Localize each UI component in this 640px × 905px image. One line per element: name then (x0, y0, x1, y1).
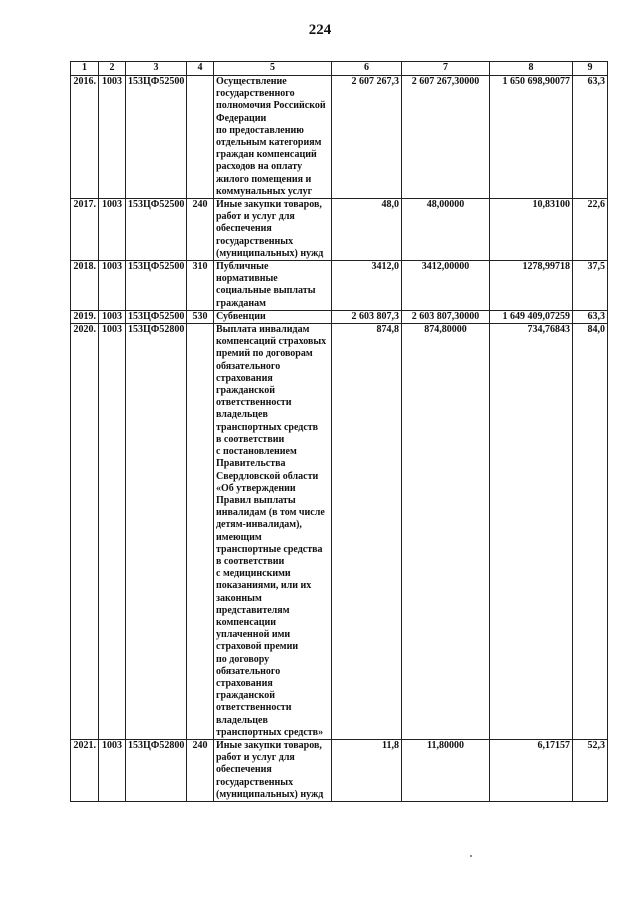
expense-type-cell (187, 76, 214, 199)
percent-cell: 22,6 (573, 199, 608, 261)
row-number-cell: 2018. (71, 261, 99, 311)
percent-cell: 37,5 (573, 261, 608, 311)
description-line: государственных (216, 776, 294, 788)
expense-type-cell: 530 (187, 310, 214, 323)
approved-amount-cell: 874,8 (332, 324, 402, 740)
row-number-cell: 2021. (71, 739, 99, 801)
approved-amount-cell: 2 603 807,3 (332, 310, 402, 323)
description-line: Субвенции (216, 310, 266, 322)
column-header: 7 (402, 62, 490, 76)
section-code-cell: 1003 (99, 76, 126, 199)
expense-type-cell: 310 (187, 261, 214, 311)
description-line: гражданской (216, 690, 276, 702)
description-line: Федерации (216, 112, 267, 124)
description-line: показаниями, или их (216, 580, 312, 592)
description-line: гражданам (216, 297, 266, 309)
description-line: обязательного (216, 665, 281, 677)
description-line: уплаченной ими (216, 629, 291, 641)
description-line: ответственности (216, 702, 292, 714)
section-code-cell: 1003 (99, 261, 126, 311)
target-article-cell: 153ЦФ52800 (126, 324, 187, 740)
description-line: отдельным категориям (216, 137, 322, 149)
expense-type-cell: 240 (187, 199, 214, 261)
expense-type-cell: 240 (187, 739, 214, 801)
description-line: социальные выплаты (216, 285, 316, 297)
executed-amount-cell: 1 650 698,90077 (490, 76, 573, 199)
executed-amount-cell: 10,83100 (490, 199, 573, 261)
percent-cell: 84,0 (573, 324, 608, 740)
plan-amount-cell: 48,00000 (402, 199, 490, 261)
column-header: 4 (187, 62, 214, 76)
column-header: 5 (214, 62, 332, 76)
description-line: детям-инвалидам), (216, 519, 302, 531)
description-line: Правительства (216, 458, 286, 470)
description-line: «Об утверждении (216, 482, 296, 494)
description-line: инвалидам (в том числе (216, 507, 325, 519)
description-line: обеспечения (216, 223, 272, 235)
description-line: государственных (216, 235, 294, 247)
description-line: по предоставлению (216, 124, 304, 136)
column-header: 1 (71, 62, 99, 76)
description-line: с постановлением (216, 446, 297, 458)
description-line: компенсаций страховых (216, 336, 327, 348)
table-row (71, 261, 608, 311)
column-header: 6 (332, 62, 402, 76)
plan-amount-cell: 11,80000 (402, 739, 490, 801)
percent-cell: 52,3 (573, 739, 608, 801)
column-header: 9 (573, 62, 608, 76)
description-cell (214, 310, 332, 323)
section-code-cell: 1003 (99, 310, 126, 323)
description-line: Осуществление (216, 76, 287, 87)
row-number-cell: 2017. (71, 199, 99, 261)
description-line: нормативные (216, 273, 278, 285)
description-line: Правил выплаты (216, 494, 296, 506)
scan-speck (470, 855, 472, 857)
executed-amount-cell: 1 649 409,07259 (490, 310, 573, 323)
table-body (71, 76, 608, 802)
description-cell (214, 739, 332, 801)
target-article-cell: 153ЦФ52500 (126, 261, 187, 311)
description-line: коммунальных услуг (216, 185, 313, 197)
description-line: государственного (216, 88, 295, 100)
approved-amount-cell: 48,0 (332, 199, 402, 261)
row-number-cell: 2019. (71, 310, 99, 323)
percent-cell: 63,3 (573, 76, 608, 199)
description-line: владельцев (216, 409, 268, 421)
description-line: гражданской (216, 385, 276, 397)
description-line: страхования (216, 372, 273, 384)
description-cell (214, 199, 332, 261)
page-number: 224 (308, 22, 332, 38)
description-line: транспортных средств» (216, 726, 324, 738)
description-line: Иные закупки товаров, (216, 739, 322, 751)
description-line: премий по договорам (216, 348, 313, 360)
description-line: имеющим (216, 531, 262, 543)
description-line: Иные закупки товаров, (216, 199, 322, 211)
description-line: обеспечения (216, 764, 272, 776)
executed-amount-cell: 1278,99718 (490, 261, 573, 311)
table-row (71, 199, 608, 261)
column-header: 8 (490, 62, 573, 76)
description-line: (муниципальных) нужд (216, 247, 324, 259)
column-header: 2 (99, 62, 126, 76)
description-cell (214, 76, 332, 199)
plan-amount-cell: 2 607 267,30000 (402, 76, 490, 199)
description-line: полномочия Российской (216, 100, 326, 112)
description-line: обязательного (216, 360, 281, 372)
description-line: (муниципальных) нужд (216, 788, 324, 800)
description-line: по договору (216, 653, 270, 665)
description-line: в соответствии (216, 433, 285, 445)
target-article-cell: 153ЦФ52800 (126, 739, 187, 801)
approved-amount-cell: 11,8 (332, 739, 402, 801)
executed-amount-cell: 734,76843 (490, 324, 573, 740)
description-line: владельцев (216, 714, 268, 726)
executed-amount-cell: 6,17157 (490, 739, 573, 801)
target-article-cell: 153ЦФ52500 (126, 310, 187, 323)
description-line: Публичные (216, 261, 269, 273)
section-code-cell: 1003 (99, 324, 126, 740)
plan-amount-cell: 3412,00000 (402, 261, 490, 311)
column-number-row (71, 62, 608, 76)
table-row (71, 324, 608, 740)
description-line: Свердловской области (216, 470, 319, 482)
column-header: 3 (126, 62, 187, 76)
table-row (71, 76, 608, 199)
description-cell (214, 261, 332, 311)
description-cell (214, 324, 332, 740)
plan-amount-cell: 874,80000 (402, 324, 490, 740)
target-article-cell: 153ЦФ52500 (126, 199, 187, 261)
section-code-cell: 1003 (99, 739, 126, 801)
description-line: представителям (216, 604, 290, 616)
approved-amount-cell: 2 607 267,3 (332, 76, 402, 199)
row-number-cell: 2016. (71, 76, 99, 199)
description-line: работ и услуг для (216, 211, 295, 223)
description-line: работ и услуг для (216, 752, 295, 764)
description-line: с медицинскими (216, 568, 291, 580)
description-line: расходов на оплату (216, 161, 303, 173)
description-line: Выплата инвалидам (216, 324, 310, 336)
percent-cell: 63,3 (573, 310, 608, 323)
expense-type-cell (187, 324, 214, 740)
section-code-cell: 1003 (99, 199, 126, 261)
budget-table (70, 61, 608, 802)
description-line: транспортные средства (216, 543, 323, 555)
description-line: законным (216, 592, 262, 604)
description-line: компенсации (216, 616, 277, 628)
table-row (71, 739, 608, 801)
description-line: ответственности (216, 397, 292, 409)
description-line: граждан компенсаций (216, 149, 317, 161)
approved-amount-cell: 3412,0 (332, 261, 402, 311)
row-number-cell: 2020. (71, 324, 99, 740)
target-article-cell: 153ЦФ52500 (126, 76, 187, 199)
description-line: жилого помещения и (216, 173, 312, 185)
plan-amount-cell: 2 603 807,30000 (402, 310, 490, 323)
table-row (71, 310, 608, 323)
description-line: в соответствии (216, 555, 285, 567)
description-line: транспортных средств (216, 421, 319, 433)
description-line: страхования (216, 677, 273, 689)
description-line: страховой премии (216, 641, 299, 653)
